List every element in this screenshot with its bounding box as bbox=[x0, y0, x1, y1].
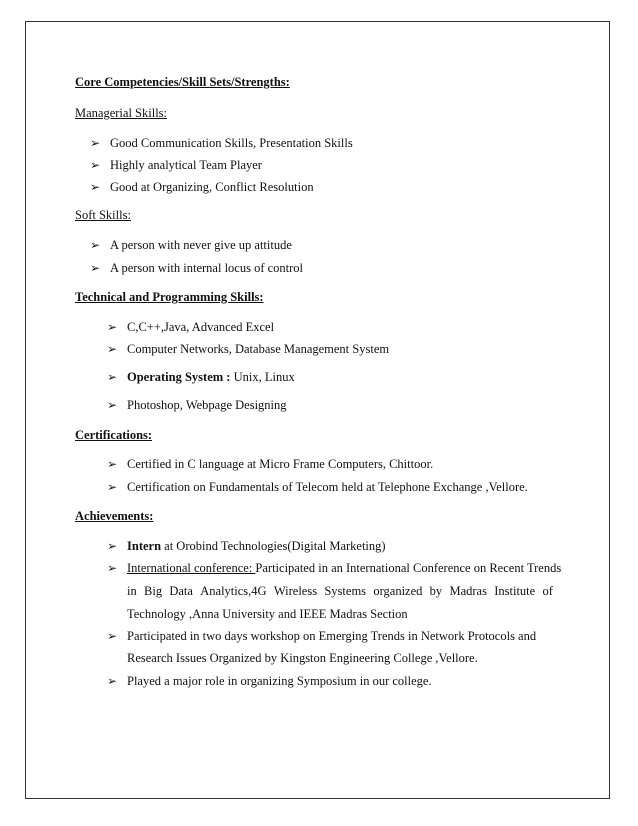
managerial-skills-heading: Managerial Skills: bbox=[75, 106, 167, 120]
soft-skills-heading: Soft Skills: bbox=[75, 208, 131, 222]
core-competencies-heading: Core Competencies/Skill Sets/Strengths: bbox=[75, 75, 290, 89]
operating-system-label: Operating System : bbox=[127, 370, 231, 384]
intern-label: Intern bbox=[127, 539, 162, 553]
arrow-bullet-icon: ➢ bbox=[90, 158, 101, 172]
arrow-bullet-icon: ➢ bbox=[90, 136, 101, 150]
achievement-continuation-line: in Big Data Analytics,4G Wireless Systems organized by Madras Institute of bbox=[127, 584, 553, 598]
arrow-bullet-icon: ➢ bbox=[107, 398, 118, 412]
arrow-bullet-icon: ➢ bbox=[90, 261, 101, 275]
international-conference-label: International conference: bbox=[127, 561, 256, 575]
arrow-bullet-icon: ➢ bbox=[107, 320, 118, 334]
technical-skills-heading: Technical and Programming Skills: bbox=[75, 290, 264, 304]
arrow-bullet-icon: ➢ bbox=[107, 561, 118, 575]
achievement-continuation-line: Technology ,Anna University and IEEE Madras Section bbox=[127, 607, 408, 621]
arrow-bullet-icon: ➢ bbox=[107, 629, 118, 643]
arrow-bullet-icon: ➢ bbox=[107, 480, 118, 494]
certifications-heading: Certifications: bbox=[75, 428, 153, 442]
arrow-bullet-icon: ➢ bbox=[107, 674, 118, 688]
achievements-heading: Achievements: bbox=[75, 509, 154, 523]
arrow-bullet-icon: ➢ bbox=[107, 457, 118, 471]
achievement-continuation-line: Research Issues Organized by Kingston Engineering College ,Vellore. bbox=[127, 651, 478, 665]
arrow-bullet-icon: ➢ bbox=[90, 238, 101, 252]
arrow-bullet-icon: ➢ bbox=[107, 342, 118, 356]
arrow-bullet-icon: ➢ bbox=[90, 180, 101, 194]
arrow-bullet-icon: ➢ bbox=[107, 370, 118, 384]
arrow-bullet-icon: ➢ bbox=[107, 539, 118, 553]
